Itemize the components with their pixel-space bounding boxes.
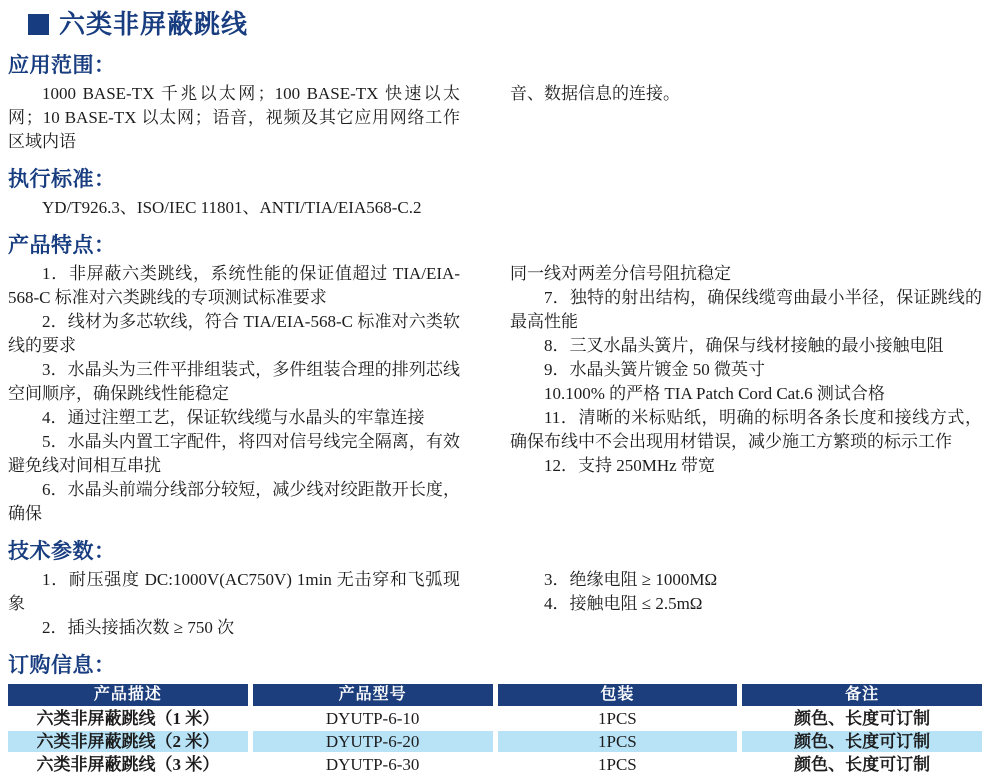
application-text-right: 音、数据信息的连接。 xyxy=(510,84,680,103)
standard-heading: 执行标准： xyxy=(8,168,116,191)
ordering-table-header-cell: 备注 xyxy=(742,684,982,706)
cell-packaging: 1PCS xyxy=(598,709,637,728)
application-text-left: 1000 BASE-TX 千兆以太网；100 BASE-TX 快速以太网；10 BASE-TX 以太网；语音，视频及其它应用网络工作区域内语 xyxy=(8,84,460,151)
feature-item: 7．独特的射出结构，确保线缆弯曲最小半径，保证跳线的最高性能 xyxy=(510,288,982,331)
features-heading: 产品特点： xyxy=(8,234,116,257)
table-row xyxy=(8,731,982,752)
parameter-item: 1．耐压强度 DC:1000V(AC750V) 1min 无击穿和飞弧现象 xyxy=(8,570,460,613)
ordering-table-header-cell: 产品型号 xyxy=(253,684,493,706)
page-title-text: 六类非屏蔽跳线 xyxy=(59,9,249,39)
feature-item: 4．通过注塑工艺，保证软线缆与水晶头的牢靠连接 xyxy=(42,408,425,427)
feature-item: 5．水晶头内置工字配件，将四对信号线完全隔离，有效避免线对间相互串扰 xyxy=(8,432,460,475)
application-heading: 应用范围： xyxy=(8,54,116,77)
cell-remark: 颜色、长度可订制 xyxy=(794,755,931,774)
section-features xyxy=(8,234,982,526)
cell-remark: 颜色、长度可订制 xyxy=(794,709,931,728)
section-parameters xyxy=(8,540,982,640)
features-right-list xyxy=(510,286,982,478)
parameters-columns xyxy=(8,568,982,640)
parameters-right-column xyxy=(510,568,982,640)
ordering-table xyxy=(3,682,987,777)
cell-product-model: DYUTP-6-10 xyxy=(325,709,420,728)
features-left-column xyxy=(8,262,460,526)
cell-product-description: 六类非屏蔽跳线（3 米） xyxy=(36,755,220,774)
standard-text: YD/T926.3、ISO/IEC 11801、ANTI/TIA/EIA568-C.2 xyxy=(42,198,422,217)
feature-item: 8．三叉水晶头簧片，确保与线材接触的最小接触电阻 xyxy=(544,336,944,355)
section-application xyxy=(8,54,982,154)
ordering-table-body xyxy=(8,708,982,775)
application-columns xyxy=(8,82,982,154)
ordering-table-header-cell: 包装 xyxy=(498,684,738,706)
ordering-table-header-cell: 产品描述 xyxy=(8,684,248,706)
parameter-item: 4．接触电阻 ≤ 2.5mΩ xyxy=(544,594,703,613)
feature-item: 3．水晶头为三件平排组装式，多件组装合理的排列芯线空间顺序，确保跳线性能稳定 xyxy=(8,360,460,403)
cell-product-description: 六类非屏蔽跳线（2 米） xyxy=(8,731,248,752)
ordering-table-header-row xyxy=(8,684,982,706)
feature-item: 6．水晶头前端分线部分较短，减少线对绞距散开长度，确保 xyxy=(8,480,460,523)
cell-packaging: 1PCS xyxy=(598,755,637,774)
feature-item-continuation: 同一线对两差分信号阻抗稳定 xyxy=(510,264,731,283)
cell-remark: 颜色、长度可订制 xyxy=(742,731,982,752)
features-right-column xyxy=(510,262,982,526)
section-standard xyxy=(8,168,982,220)
section-ordering xyxy=(8,654,982,777)
parameter-item: 2．插头接插次数 ≥ 750 次 xyxy=(42,618,235,637)
title-square-icon xyxy=(28,14,49,35)
page-title xyxy=(28,8,982,40)
cell-packaging: 1PCS xyxy=(498,731,738,752)
feature-item: 1．非屏蔽六类跳线，系统性能的保证值超过 TIA/EIA-568-C 标准对六类跳线的专项测试标准要求 xyxy=(8,264,460,307)
feature-item: 9．水晶头簧片镀金 50 微英寸 xyxy=(544,360,765,379)
table-row xyxy=(8,754,982,775)
feature-item: 2．线材为多芯软线，符合 TIA/EIA-568-C 标准对六类软线的要求 xyxy=(8,312,460,355)
feature-item: 11．清晰的米标贴纸，明确的标明各条长度和接线方式，确保布线中不会出现用材错误，减少施工方繁琐的标示工作 xyxy=(510,408,982,451)
ordering-heading: 订购信息： xyxy=(8,654,116,677)
cell-product-model: DYUTP-6-20 xyxy=(253,731,493,752)
parameters-left-column xyxy=(8,568,460,640)
feature-item: 12．支持 250MHz 带宽 xyxy=(544,456,715,475)
parameters-heading: 技术参数： xyxy=(8,540,116,563)
cell-product-description: 六类非屏蔽跳线（1 米） xyxy=(36,709,220,728)
cell-product-model: DYUTP-6-30 xyxy=(325,755,420,774)
features-columns xyxy=(8,262,982,526)
feature-item: 10.100% 的严格 TIA Patch Cord Cat.6 测试合格 xyxy=(544,384,885,403)
parameter-item: 3．绝缘电阻 ≥ 1000MΩ xyxy=(544,570,718,589)
